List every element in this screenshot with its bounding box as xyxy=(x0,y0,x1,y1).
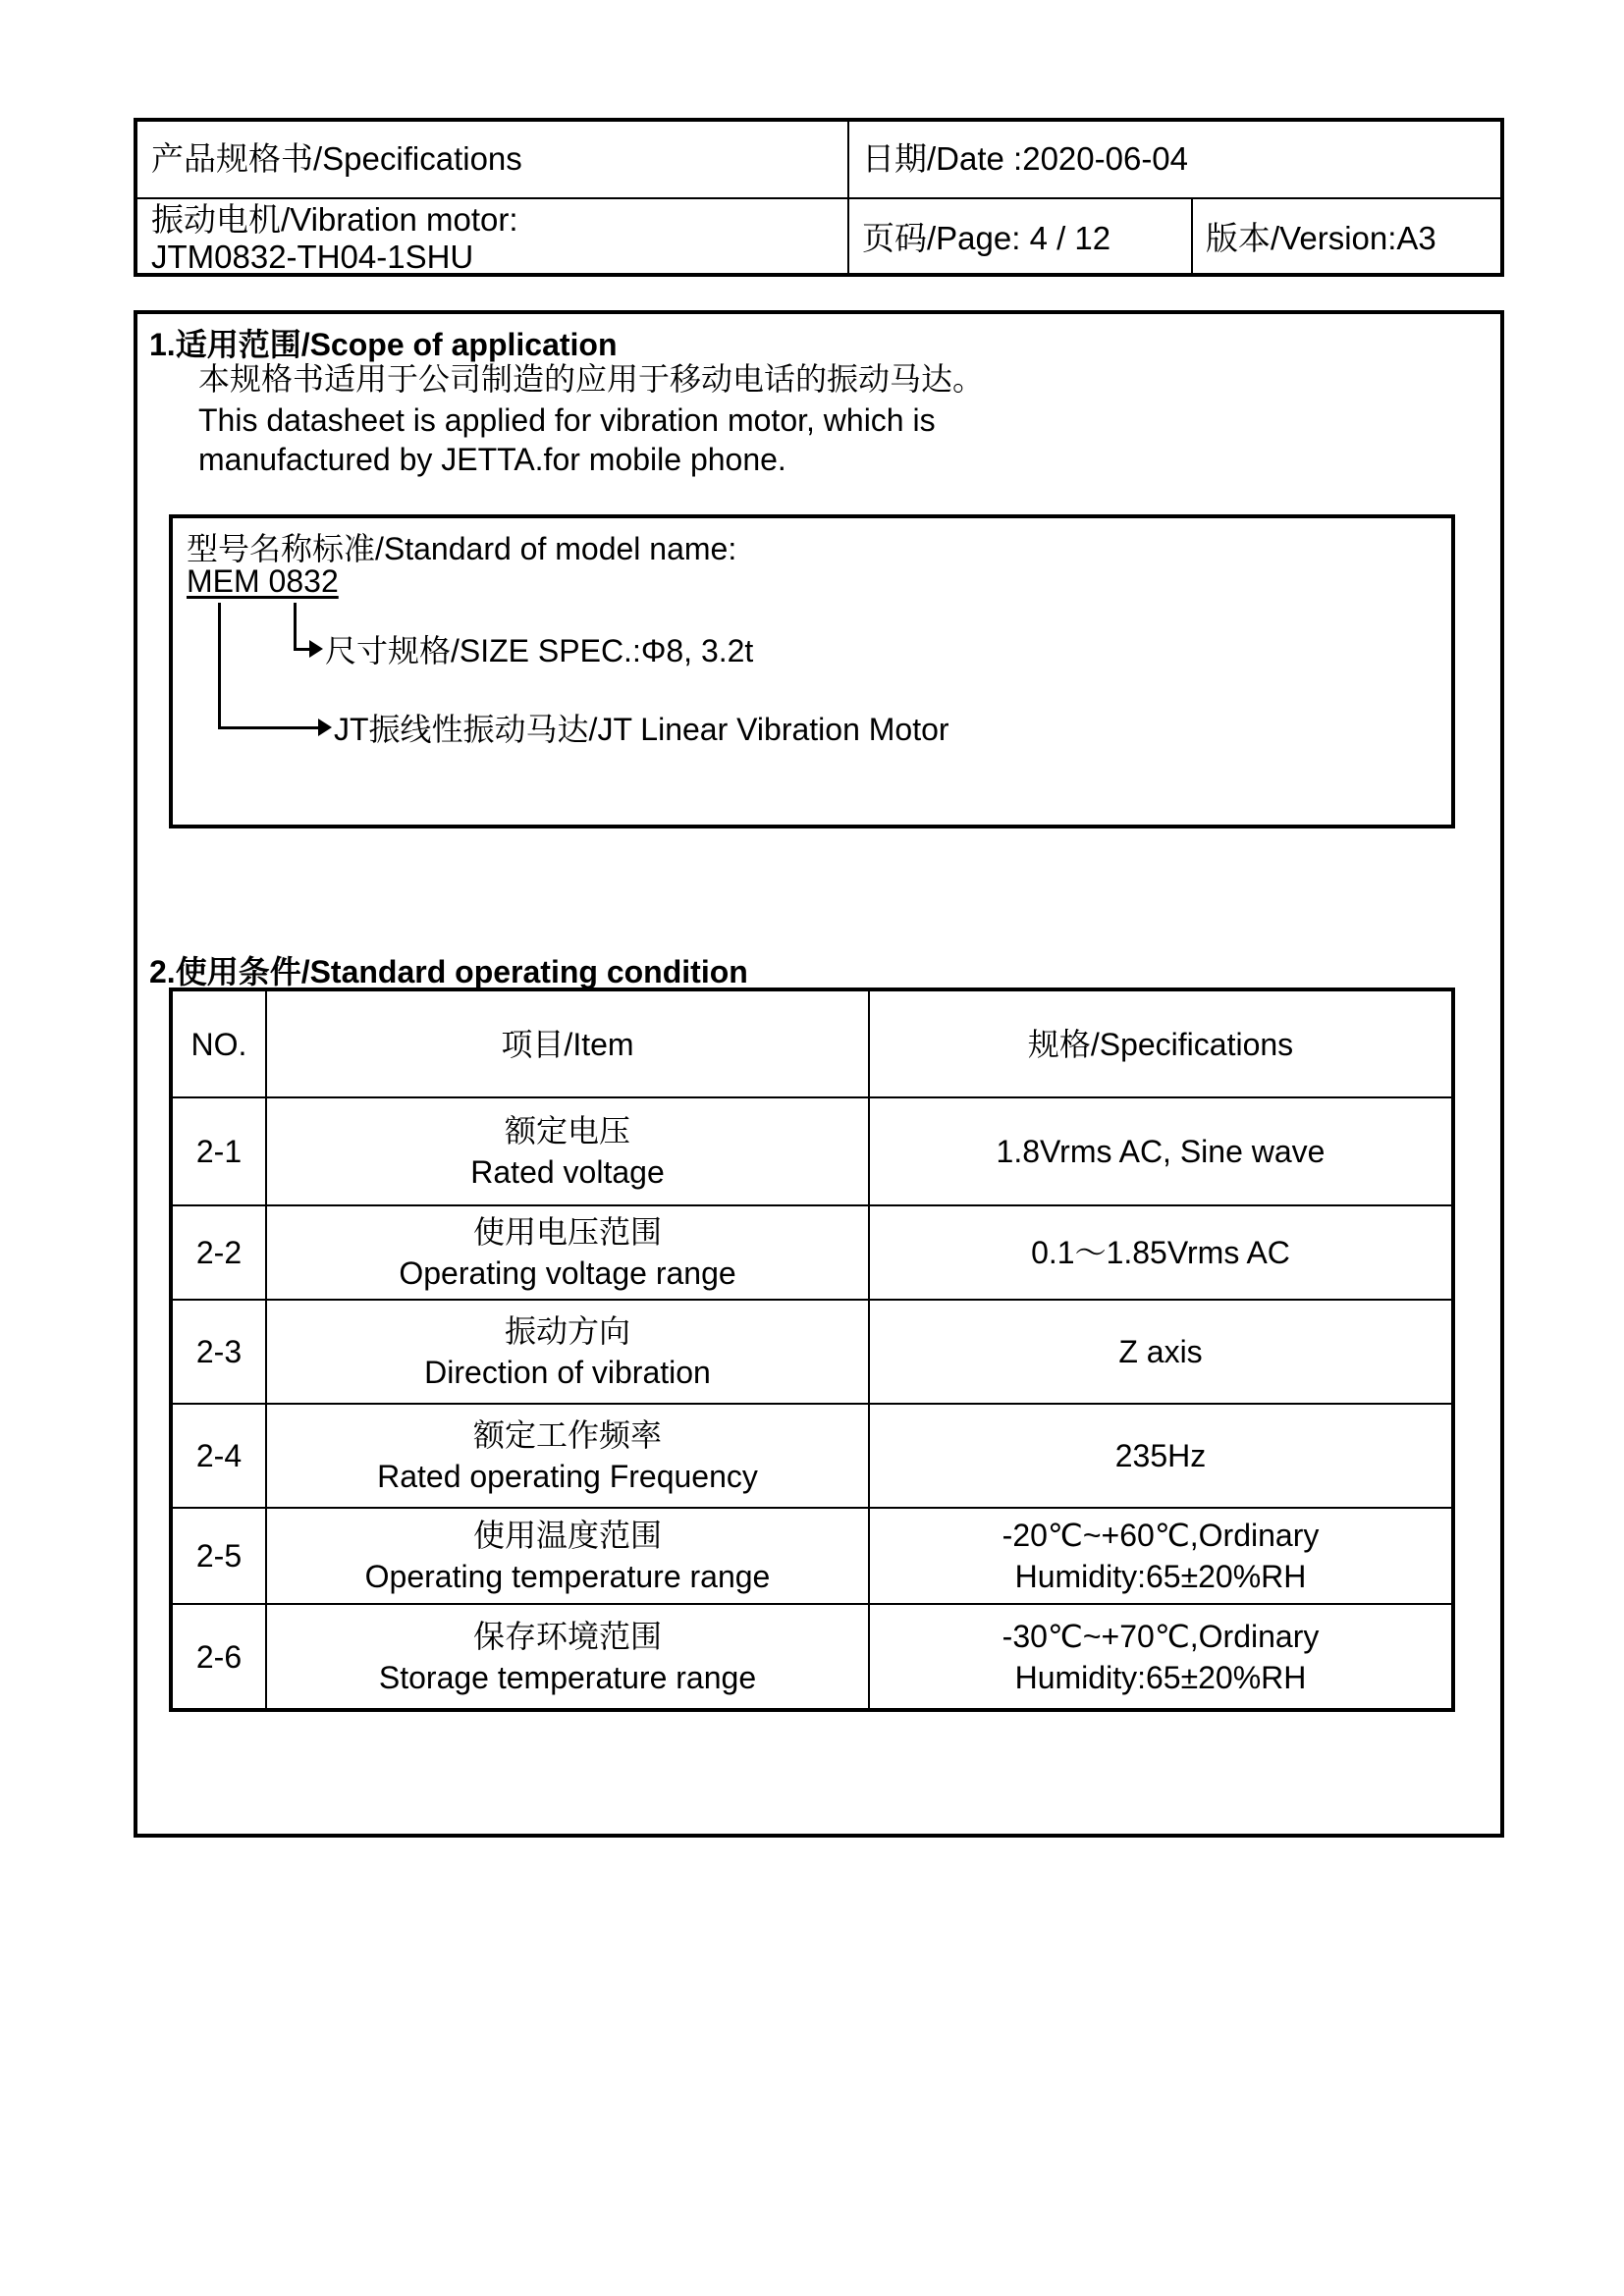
size-arrow-icon xyxy=(309,640,323,658)
row-item-en: Direction of vibration xyxy=(424,1355,711,1390)
row-item xyxy=(266,1508,869,1604)
row-item-cn: 保存环境范围 xyxy=(472,1618,662,1654)
table-row xyxy=(171,1205,1453,1300)
row-no: 2-6 xyxy=(171,1604,266,1710)
table-row xyxy=(171,1508,1453,1604)
row-no: 2-2 xyxy=(171,1205,266,1300)
size-spec: 尺寸规格/SIZE SPEC.:Φ8, 3.2t xyxy=(325,633,754,668)
product-line1: 振动电机/Vibration motor: xyxy=(151,201,518,238)
row-spec xyxy=(869,1508,1453,1604)
header-divider-vertical xyxy=(847,122,849,273)
row-spec-line2: Humidity:65±20%RH xyxy=(1014,1559,1307,1594)
row-item-en: Operating temperature range xyxy=(364,1559,771,1594)
size-connector-vertical xyxy=(294,603,297,650)
header-divider-vertical-2 xyxy=(1191,197,1193,273)
type-connector-horizontal xyxy=(218,726,320,729)
row-spec-line2: Humidity:65±20%RH xyxy=(1014,1659,1307,1695)
row-spec-line1: 235Hz xyxy=(1114,1438,1207,1473)
row-item xyxy=(266,1205,869,1300)
row-item-cn: 使用温度范围 xyxy=(472,1518,662,1553)
table-row xyxy=(171,1604,1453,1710)
section1-line-en1: This datasheet is applied for vibration motor, which is xyxy=(198,402,936,438)
row-spec xyxy=(869,1404,1453,1508)
section1-line-en2: manufactured by JETTA.for mobile phone. xyxy=(198,442,786,477)
row-item-en: Storage temperature range xyxy=(378,1659,757,1695)
row-item xyxy=(266,1097,869,1205)
header-divider-horizontal xyxy=(137,197,1500,199)
row-spec xyxy=(869,1205,1453,1300)
column-header-spec: 规格/Specifications xyxy=(869,989,1453,1097)
row-item-cn: 振动方向 xyxy=(504,1313,630,1349)
row-spec xyxy=(869,1300,1453,1404)
row-item xyxy=(266,1300,869,1404)
row-spec-line1: -20℃~+60℃,Ordinary xyxy=(1001,1518,1320,1553)
section1-line-cn: 本规格书适用于公司制造的应用于移动电话的振动马达。 xyxy=(198,361,985,397)
document-header xyxy=(134,118,1504,277)
row-item-en: Rated operating Frequency xyxy=(377,1459,758,1494)
row-spec xyxy=(869,1604,1453,1710)
row-item-en: Operating voltage range xyxy=(399,1255,736,1291)
column-header-item: 项目/Item xyxy=(266,989,869,1097)
row-spec-line1: 0.1～1.85Vrms AC xyxy=(1031,1235,1290,1270)
row-item-cn: 额定电压 xyxy=(504,1113,630,1148)
section2-title: 2.使用条件/Standard operating condition xyxy=(149,954,748,989)
row-item xyxy=(266,1404,869,1508)
table-header-row xyxy=(171,989,1453,1097)
row-item-cn: 使用电压范围 xyxy=(472,1214,662,1250)
table-row xyxy=(171,1097,1453,1205)
row-no: 2-5 xyxy=(171,1508,266,1604)
date-label: 日期/Date :2020-06-04 xyxy=(862,140,1189,177)
model-code: MEM 0832 xyxy=(187,563,339,599)
table-row xyxy=(171,1404,1453,1508)
model-heading: 型号名称标准/Standard of model name: xyxy=(187,531,737,566)
spec-label: 产品规格书/Specifications xyxy=(151,140,522,177)
row-item-en: Rated voltage xyxy=(470,1154,665,1190)
type-desc: JT振线性振动马达/JT Linear Vibration Motor xyxy=(334,712,949,747)
row-no: 2-3 xyxy=(171,1300,266,1404)
product-line2: JTM0832-TH04-1SHU xyxy=(151,239,474,275)
version-label: 版本/Version:A3 xyxy=(1206,220,1436,256)
section1-title: 1.适用范围/Scope of application xyxy=(149,327,618,362)
page-label: 页码/Page: 4 / 12 xyxy=(862,220,1111,256)
model-name-box xyxy=(169,514,1455,828)
row-spec xyxy=(869,1097,1453,1205)
row-no: 2-4 xyxy=(171,1404,266,1508)
operating-condition-table xyxy=(169,988,1455,1712)
type-connector-vertical xyxy=(218,603,221,728)
row-item-cn: 额定工作频率 xyxy=(472,1417,662,1453)
row-item xyxy=(266,1604,869,1710)
row-spec-line1: 1.8Vrms AC, Sine wave xyxy=(996,1134,1326,1169)
row-no: 2-1 xyxy=(171,1097,266,1205)
column-header-no: NO. xyxy=(171,989,266,1097)
table-row xyxy=(171,1300,1453,1404)
type-arrow-icon xyxy=(318,719,332,736)
row-spec-line1: Z axis xyxy=(1118,1334,1203,1369)
row-spec-line1: -30℃~+70℃,Ordinary xyxy=(1001,1618,1320,1654)
